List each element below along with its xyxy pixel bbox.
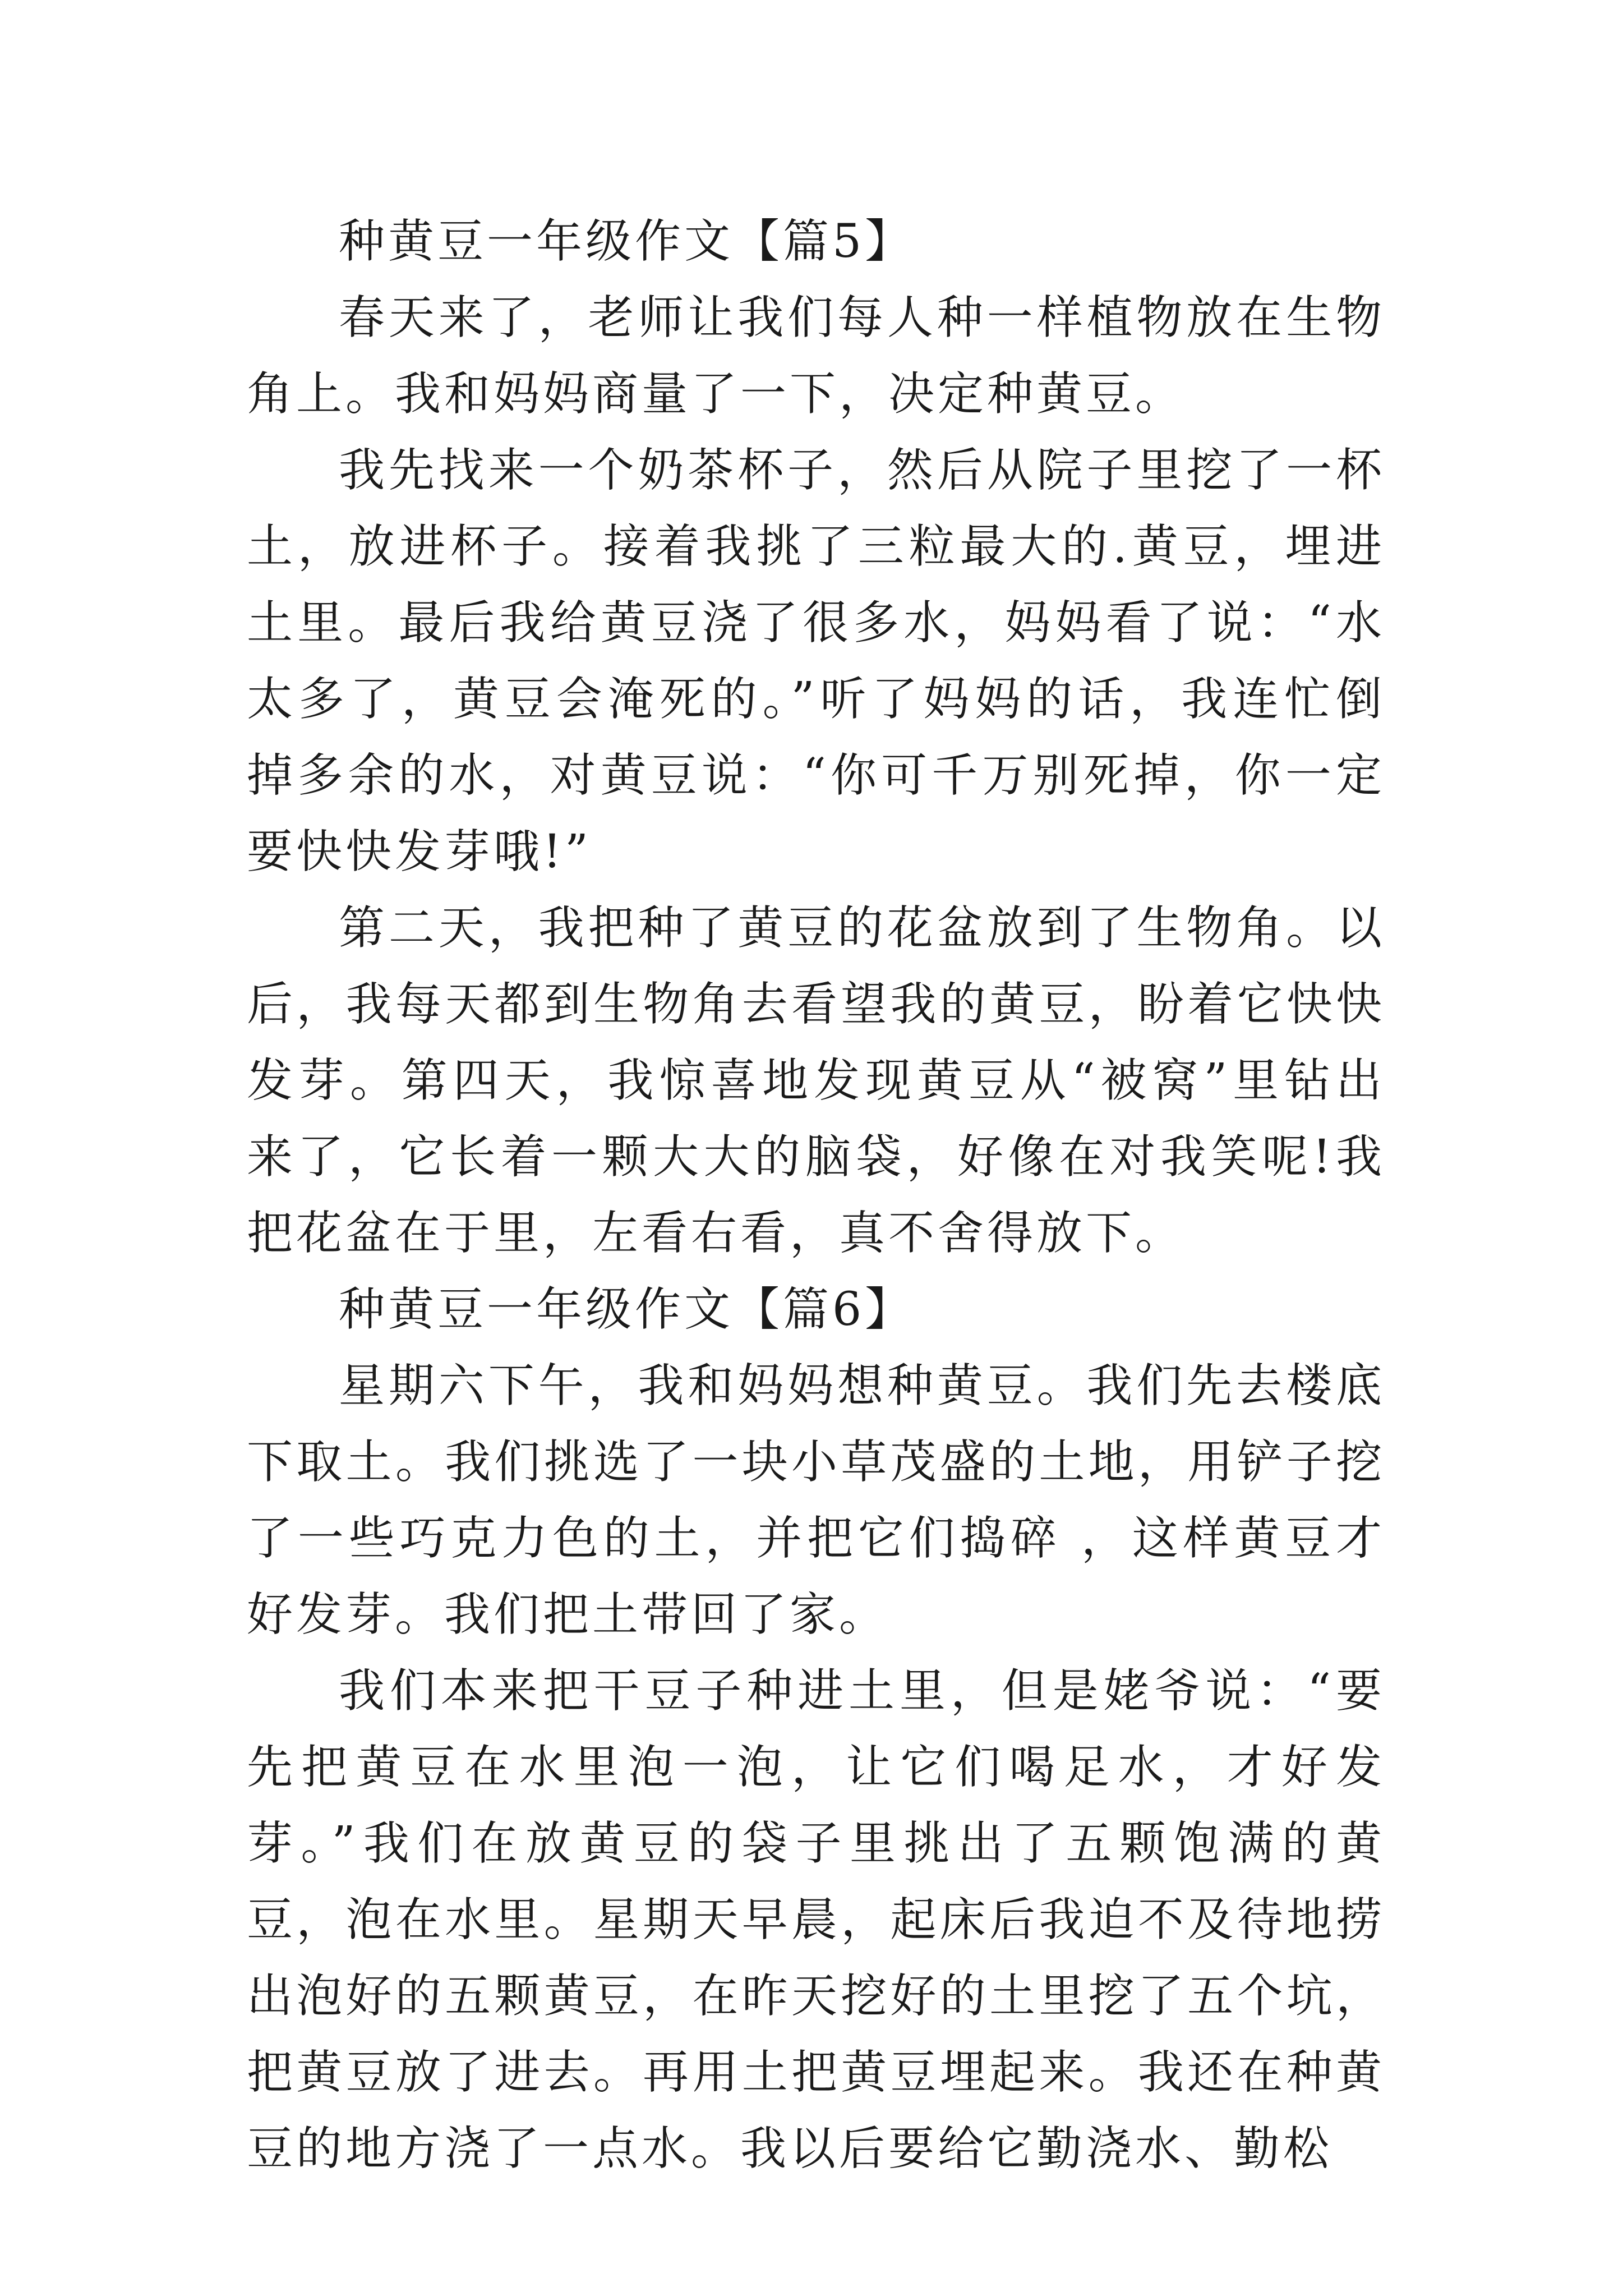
paragraph: 我们本来把干豆子种进土里，但是姥爷说：“要先把黄豆在水里泡一泡，让它们喝足水，才好发芽。”我们在放黄豆的袋子里挑出了五颗饱满的黄豆，泡在水里。星期天早晨，起床后我迫不及待地捞出泡好的五颗黄豆，在昨天挖好的土里挖了五个坑，把黄豆放了进去。再用土把黄豆埋起来。我还在种黄豆的地方浇了一点水。我以后要给它勤浇水、勤松	[247, 1664, 1385, 2175]
section-heading-6: 种黄豆一年级作文【篇6】	[339, 1283, 915, 1336]
paragraph: 第二天，我把种了黄豆的花盆放到了生物角。以后，我每天都到生物角去看望我的黄豆，盼着它快快发芽。第四天，我惊喜地发现黄豆从“被窝”里钻出来了，它长着一颗大大的脑袋，好像在对我笑呢!我把花盆在于里，左看右看，真不舍得放下。	[247, 901, 1385, 1260]
paragraph: 我先找来一个奶茶杯子，然后从院子里挖了一杯土，放进杯子。接着我挑了三粒最大的.黄豆，埋进土里。最后我给黄豆浇了很多水，妈妈看了说：“水太多了，黄豆会淹死的。”听了妈妈的话，我连忙倒掉多余的水，对黄豆说：“你可千万别死掉，你一定要快快发芽哦!”	[247, 444, 1385, 878]
paragraph: 春天来了，老师让我们每人种一样植物放在生物角上。我和妈妈商量了一下，决定种黄豆。	[247, 291, 1385, 421]
section-heading-5: 种黄豆一年级作文【篇5】	[339, 215, 915, 268]
document-body	[247, 204, 1385, 2187]
paragraph: 星期六下午，我和妈妈想种黄豆。我们先去楼底下取土。我们挑选了一块小草茂盛的土地，用铲子挖了一些巧克力色的土，并把它们捣碎 ，这样黄豆才好发芽。我们把土带回了家。	[247, 1359, 1385, 1641]
